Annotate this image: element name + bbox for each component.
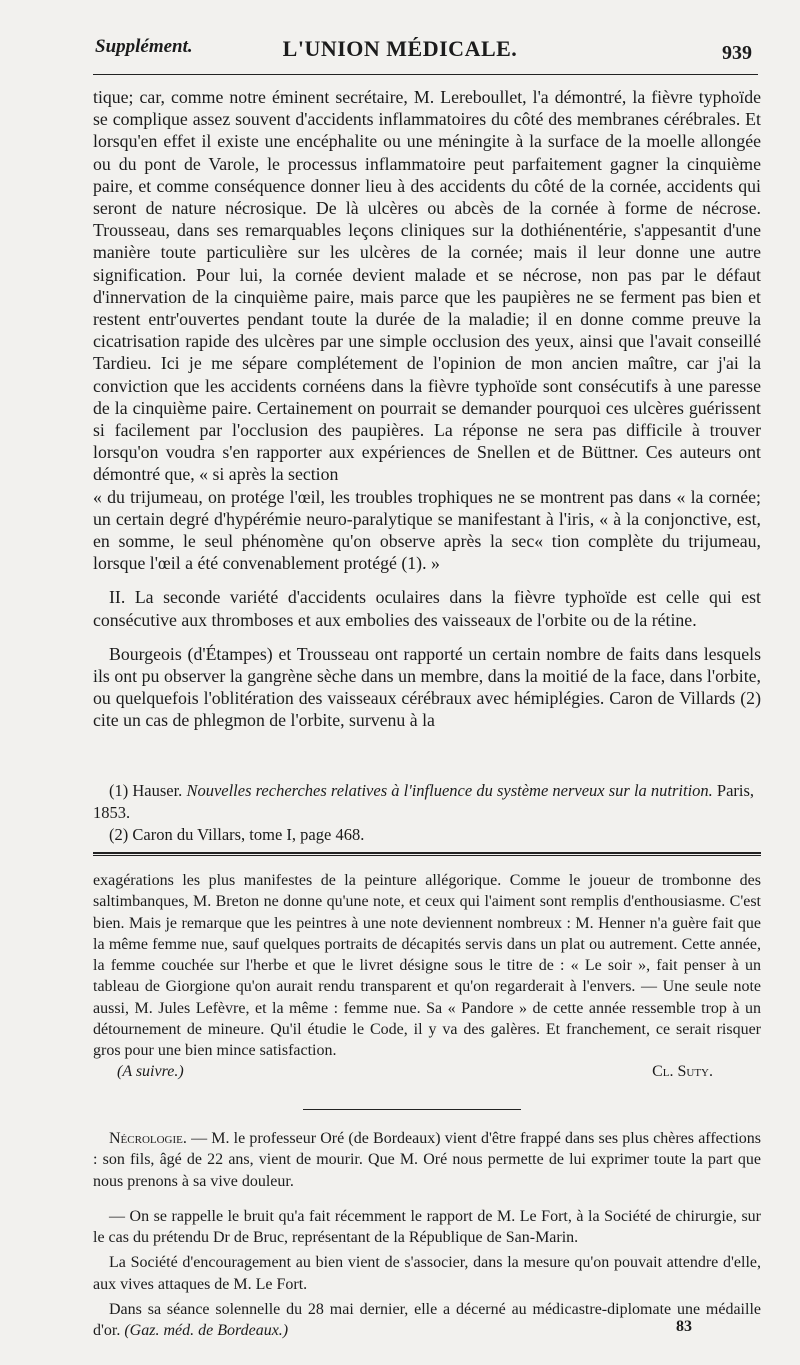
- obituary: Nécrologie. — M. le professeur Oré (de Bordeaux) vient d'être frappé dans ses plus chères affections : son fils, âgé de 22 ans, vient de mourir. Que M. Oré nous permette de lui exprimer toute la part que nous prenons à sa vive douleur.: [93, 1130, 761, 1190]
- sheet-number: 83: [676, 1318, 692, 1335]
- running-header: [0, 30, 800, 70]
- footnotes: [93, 780, 761, 846]
- footnote-1: (1) Hauser. Nouvelles recherches relatives à l'influence du système nerveux sur la nutrition. Paris, 1853.: [93, 781, 755, 822]
- feuilleton-text: exagérations les plus manifestes de la peinture allégorique. Comme le joueur de trombonne des saltimbanques, M. Breton ne donne qu'une note, et ceux qui l'aiment sont remplis d'enthousiasme. C'est bien. Mais je remarque que les peintres à une note deviennent nombreux : M. Henner n'a guère fait que la même femme nue, sauf quelques portraits de décapités servis dans un plat ou autrement. Cette année, la femme couchée sur l'herbe et que le livret désigne sous le titre de : « Le soir », fait penser à un tableau de Giorgione qu'on aurait rendu transparent et qu'on regarderait à l'envers. — Une seule note aussi, M. Jules Lefèvre, et la même : femme nue. Sa « Pandore » de cette année ressemble trop à un détournement de mineure. Qu'il étudie le Code, il y va des galères. Et franchement, ce serait risquer gros pour une bien mince satisfaction.: [93, 872, 761, 1060]
- short-rule: [303, 1109, 521, 1110]
- paragraph-cornea: tique; car, comme notre éminent secrétaire, M. Lereboullet, l'a démontré, la fièvre typhoïde se complique assez souvent d'accidents inflammatoires du côté des membranes cérébrales. Et lorsqu'en effet il existe une encéphalite ou une méningite à la surface de la moelle allongée ou du pont de Varole, le processus inflammatoire peut parfaitement gagner la cinquième paire, et comme conséquence donner lieu à des accidents du côté de la cornée, accidents qui seront de nature nécrosique. De là ulcères ou abcès de la cornée à forme de nécrose. Trousseau, dans ses remarquables leçons cliniques sur la dothiénentérie, s'appesantit d'une manière toute particulière sur les ulcères de la cornée; mais il leur donne une autre signification. Pour lui, la cornée devient malade et se nécrose, non pas par le défaut d'innervation de la cinquième paire, mais parce que les paupières ne se ferment pas bien et restent entr'ouvertes pendant toute la durée de la maladie; il en donne comme preuve la cicatrisation rapide des ulcères par une simple occlusion des yeux, ainsi que l'avait conseillé Tardieu. Ici je me sépare complétement de l'opinion de mon ancien maître, car j'ai la conviction que les accidents cornéens dans la fièvre typhoïde sont consécutifs à une paresse de la cinquième paire. Certainement on pourrait se demander pourquoi ces ulcères guérissent si facilement par l'occlusion des paupières. La réponse ne sera pas difficile à trouver lorsqu'on voudra s'en rapporter aux expériences de Snellen et de Büttner. Ces auteurs ont démontré que, « si après la section: [93, 87, 761, 485]
- author-signature: Cl. Suty.: [652, 1062, 713, 1080]
- article-body: [93, 86, 761, 732]
- news-item-society: La Société d'encouragement au bien vient de s'associer, dans la mesure qu'on pouvait attendre d'elle, aux vives attaques de M. Le Fort.: [93, 1254, 761, 1293]
- to-follow: (A suivre.): [117, 1062, 184, 1080]
- source-citation: (Gaz. méd. de Bordeaux.): [124, 1322, 289, 1340]
- news-item-lefort: — On se rappelle le bruit qu'a fait récemment le rapport de M. Le Fort, à la Société de chirurgie, sur le cas du prétendu Dr de Bruc, représentant de la République de San-Marin.: [93, 1207, 761, 1247]
- feuilleton-divider: [93, 852, 761, 856]
- journal-title: L'UNION MÉDICALE.: [282, 36, 518, 61]
- feuilleton-signature-line: [93, 1063, 761, 1085]
- header-rule: [93, 74, 758, 75]
- paragraph-bourgeois: Bourgeois (d'Étampes) et Trousseau ont rapporté un certain nombre de faits dans lesquels ils ont pu observer la gangrène sèche dans un membre, dans la moitié de la face, dans l'orbite, ou quelquefois l'oblitération des vaisseaux cérébraux avec hémiplégies. Caron de Villards (2) cite un cas de phlegmon de l'orbite, survenu à la: [93, 643, 761, 731]
- feuilleton: [93, 870, 761, 1085]
- page-number: 939: [722, 42, 752, 64]
- news-item-medal: Dans sa séance solennelle du 28 mai dernier, elle a décerné au médicastre-diplomate une médaille d'or. (Gaz. méd. de Bordeaux.): [93, 1301, 761, 1340]
- obituary-label: Nécrologie.: [109, 1130, 187, 1147]
- news-section: [93, 1128, 761, 1342]
- footnote-2: (2) Caron du Villars, tome I, page 468.: [109, 825, 365, 844]
- paragraph-section-ii: II. La seconde variété d'accidents oculaires dans la fièvre typhoïde est celle qui est consécutive aux thromboses et aux embolies des vaisseaux de l'orbite ou de la rétine.: [93, 587, 761, 630]
- section-label: Supplément.: [95, 36, 193, 57]
- quotation: « du trijumeau, on protége l'œil, les troubles trophiques ne se montrent pas dans « la cornée; un certain degré d'hypérémie neuro-paralytique se manifestant à l'iris, « à la conjonctive, est, en somme, le seul phénomène qu'on observe après la sec« tion complète du trijumeau, lorsque l'œil a été convenablement protégé (1). »: [93, 486, 761, 574]
